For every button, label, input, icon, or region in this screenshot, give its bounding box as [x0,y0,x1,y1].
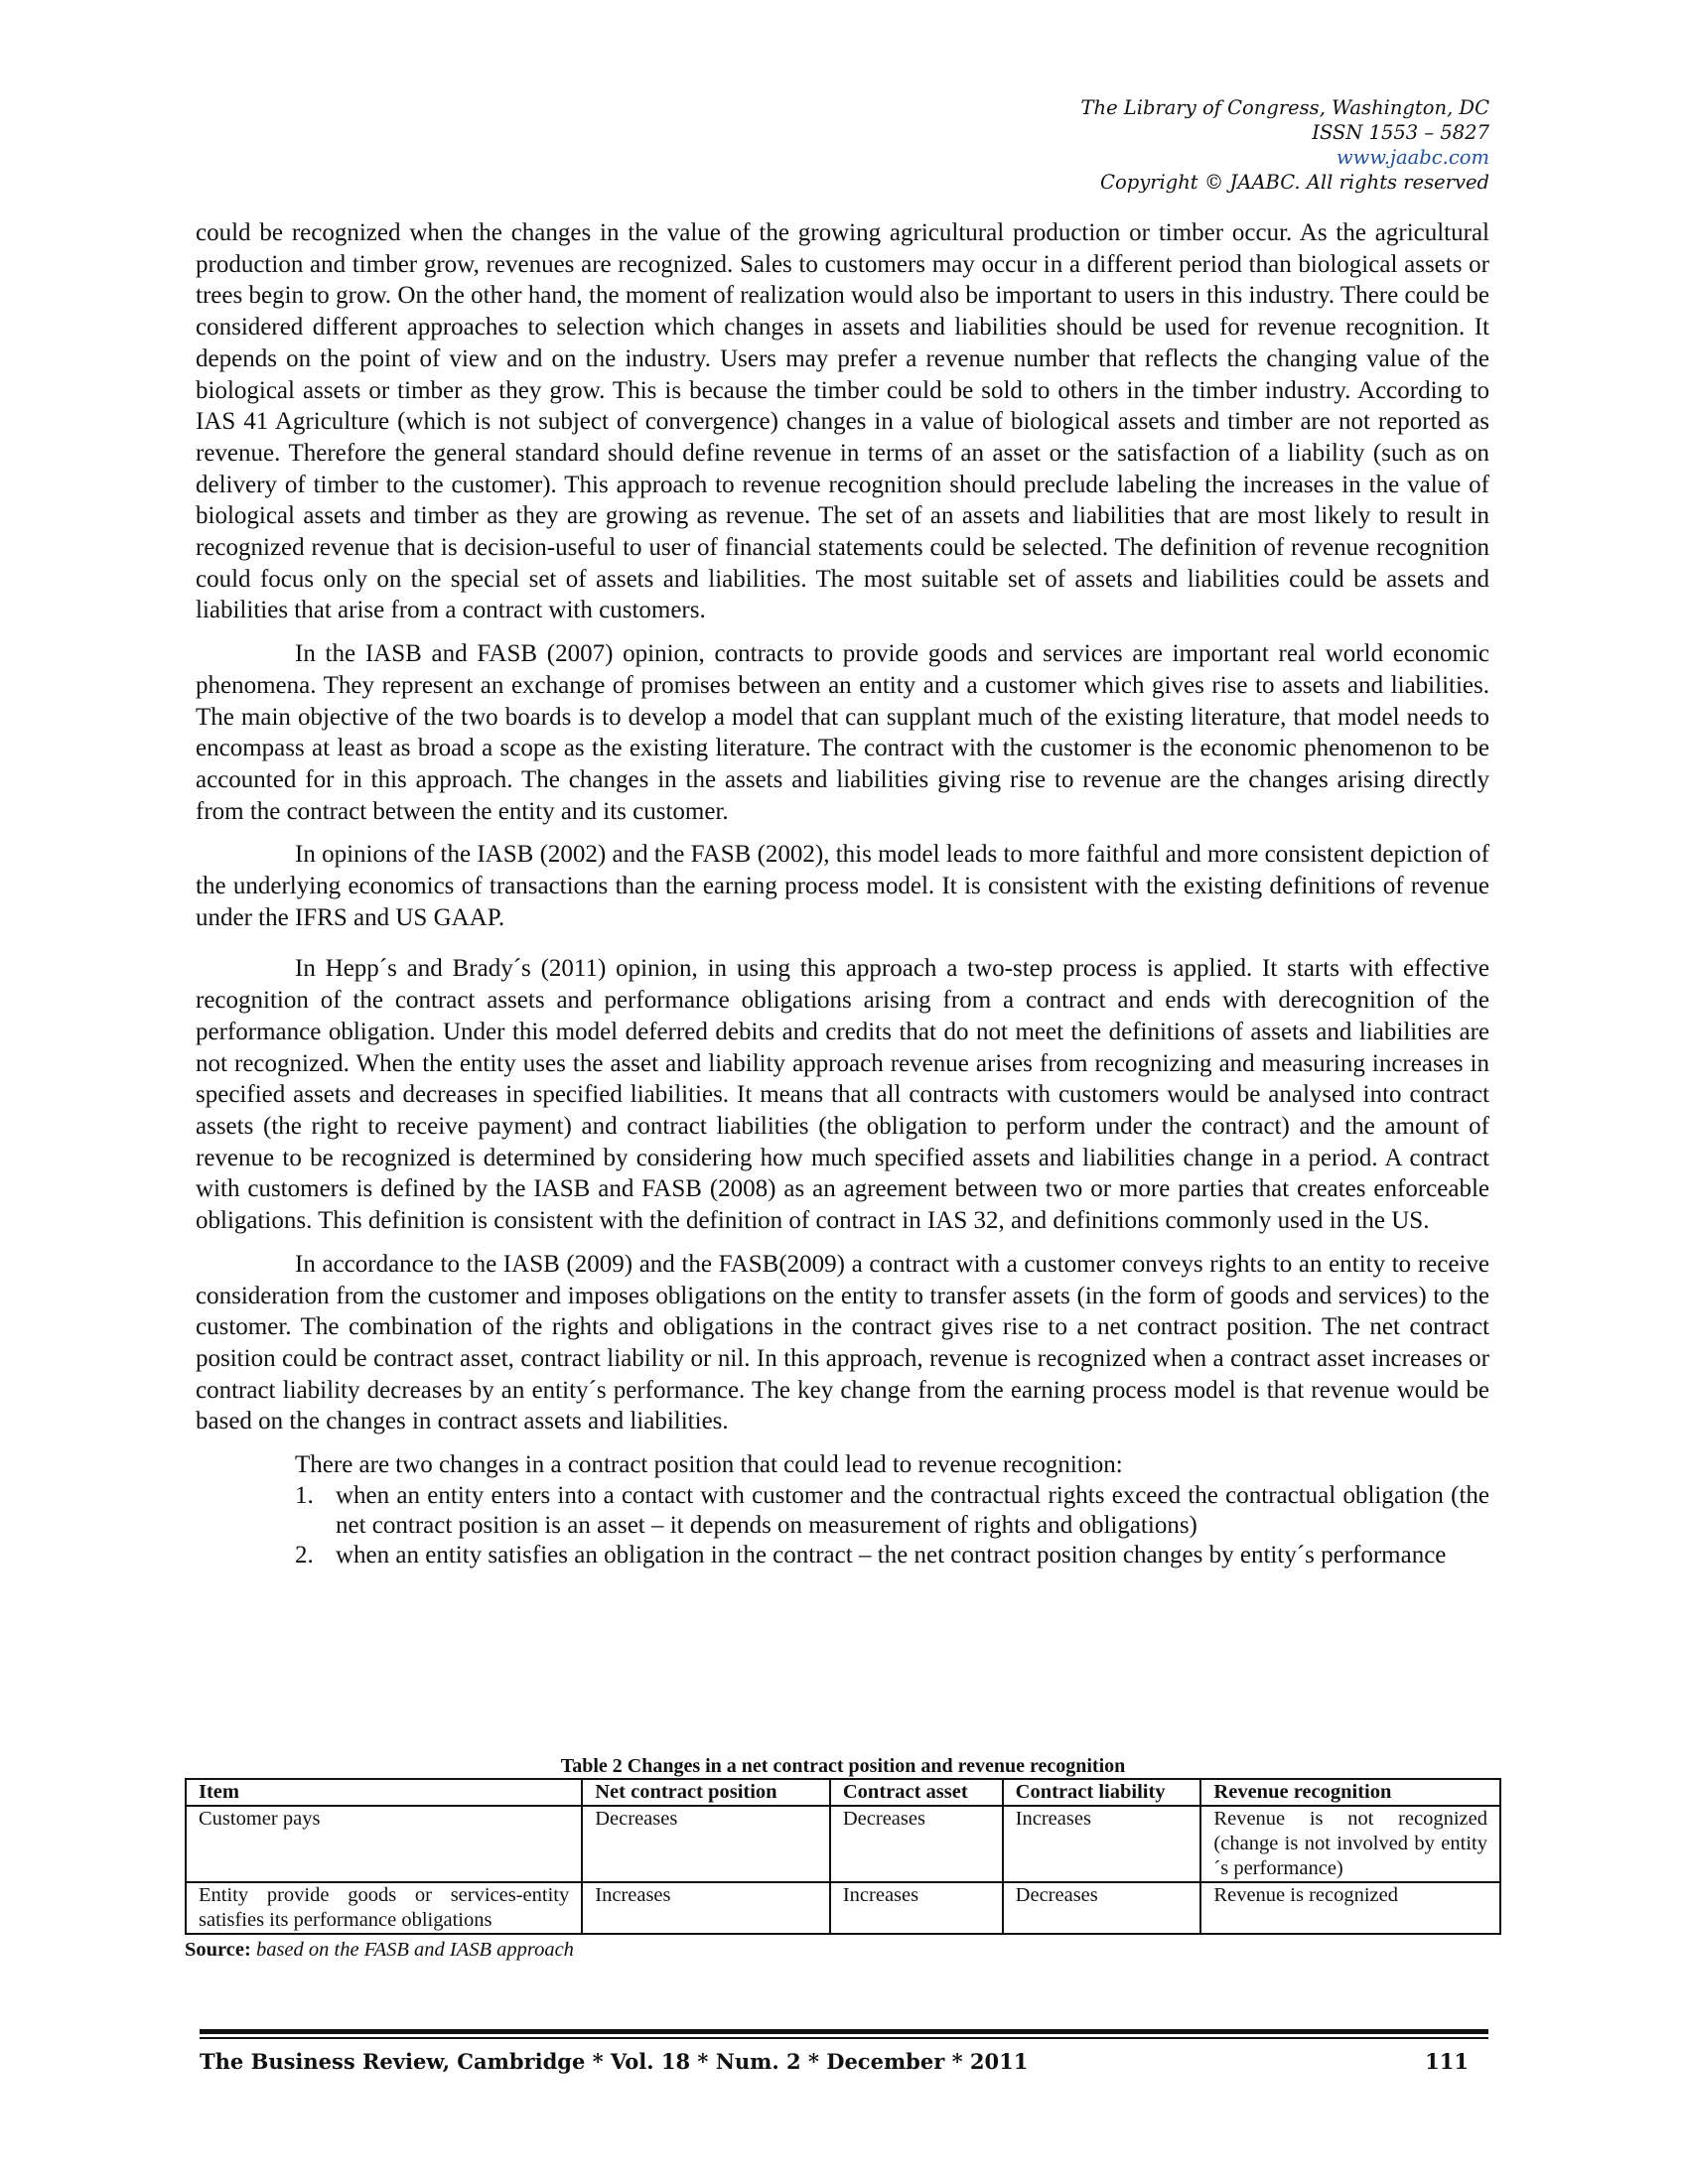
table-source-note [185,1937,1501,1963]
column-header: Contract liability [1003,1779,1201,1806]
source-label: Source: [185,1939,251,1961]
footer-journal-citation: The Business Review, Cambridge * Vol. 18 * Num. 2 * December * 2011 [200,2049,1029,2074]
header-website-link[interactable]: www.jaabc.com [1336,146,1489,169]
table-cell: Increases [830,1882,1003,1934]
data-table [185,1778,1501,1935]
body-paragraph: In accordance to the IASB (2009) and the FASB(2009) a contract with a customer conveys rights to an entity to receive consideration from the customer and imposes obligations on the entity to transfer assets (in the form of goods and services) to the customer. The combination of the rights and obligations in the contract gives rise to a net contract position. The net contract position could be contract asset, contract liability or nil. In this approach, revenue is recognized when a contract asset increases or contract liability decreases by an entity´s performance. The key change from the earning process model is that revenue would be based on the changes in contract assets and liabilities. [196,1250,1489,1435]
body-paragraph: could be recognized when the changes in the value of the growing agricultural production or timber occur. As the agricultural production and timber grow, revenues are recognized. Sales to customers may occur in a different period than biological assets or trees begin to grow. On the other hand, the moment of realization would also be important to users in this industry. There could be considered different approaches to selection which changes in assets and liabilities should be used for revenue recognition. It depends on the point of view and on the industry. Users may prefer a revenue number that reflects the changing value of the biological assets or timber as they grow. This is because the timber could be sold to others in the timber industry. According to IAS 41 Agriculture (which is not subject of convergence) changes in a value of biological assets and timber are not reported as revenue. Therefore the general standard should define revenue in terms of an asset or the satisfaction of a liability (such as on delivery of timber to the customer). This approach to revenue recognition should preclude labeling the increases in the value of biological assets and timber as they are growing as revenue. The set of an assets and liabilities that are most likely to result in recognized revenue that is decision-useful to user of financial statements could be selected. The definition of revenue recognition could focus only on the special set of assets and liabilities. The most suitable set of assets and liabilities could be assets and liabilities that arise from a contract with customers. [196,219,1489,624]
numbered-list [196,1481,1489,1570]
page-number: 111 [1425,2049,1469,2074]
body-paragraph: In the IASB and FASB (2007) opinion, contracts to provide goods and services are important real world economic phenomena. They represent an exchange of promises between an entity and a customer which gives rise to assets and liabilities. The main objective of the two boards is to develop a model that can supplant much of the existing literature, that model needs to encompass at least as broad a scope as the existing literature. The contract with the customer is the economic phenomenon to be accounted for in this approach. The changes in the assets and liabilities giving rise to revenue are the changes arising directly from the contract between the entity and its customer. [196,640,1489,825]
column-header: Revenue recognition [1200,1779,1500,1806]
list-item-text: when an entity enters into a contact with customer and the contractual rights exceed the contractual obligation (the net contract position is an asset – it depends on measurement of rights and obligations) [336,1481,1489,1539]
article-body [196,217,1489,1570]
footer-rule-thick [200,2029,1488,2034]
body-paragraph: In opinions of the IASB (2002) and the FASB (2002), this model leads to more faithful and more consistent depiction of the underlying economics of transactions than the earning process model. It is consistent with the existing definitions of revenue under the IFRS and US GAAP. [196,841,1489,931]
table-cell: Revenue is not recognized (change is not involved by entity´s performance) [1200,1806,1500,1882]
body-paragraph: In Hepp´s and Brady´s (2011) opinion, in using this approach a two-step process is applied. It starts with effective recognition of the contract assets and performance obligations arising from a contract and ends with derecognition of the performance obligation. Under this model deferred debits and credits that do not meet the definitions of assets and liabilities are not recognized. When the entity uses the asset and liability approach revenue arises from recognizing and measuring increases in specified assets and decreases in specified liabilities. It means that all contracts with customers would be analysed into contract assets (the right to receive payment) and contract liabilities (the obligation to perform under the contract) and the amount of revenue to be recognized is determined by considering how much specified assets and liabilities change in a period. A contract with customers is defined by the IASB and FASB (2008) as an agreement between two or more parties that creates enforceable obligations. This definition is consistent with the definition of contract in IAS 32, and definitions commonly used in the US. [196,955,1489,1235]
list-item-number: 1. [295,1481,314,1509]
column-header: Contract asset [830,1779,1003,1806]
table-row [186,1806,1500,1882]
footer-rule-thin [200,2037,1488,2039]
list-item [295,1541,1489,1570]
header-publisher: The Library of Congress, Washington, DC [1080,96,1489,119]
table-cell: Revenue is recognized [1200,1882,1500,1934]
table-row [186,1882,1500,1934]
header-issn: ISSN 1553 – 5827 [1312,121,1489,144]
list-item-text: when an entity satisfies an obligation in the contract – the net contract position changes by entity´s performance [336,1541,1447,1569]
running-header [1081,95,1490,195]
table-section [185,1754,1501,1963]
table-cell: Decreases [582,1806,830,1882]
source-text: based on the FASB and IASB approach [255,1939,574,1961]
table-cell: Decreases [1003,1882,1201,1934]
table-cell: Increases [1003,1806,1201,1882]
table-title: Table 2 Changes in a net contract position and revenue recognition [560,1755,1126,1777]
column-header: Net contract position [582,1779,830,1806]
header-copyright: Copyright © JAABC. All rights reserved [1100,171,1489,194]
table-cell: Customer pays [186,1806,582,1882]
table-cell: Entity provide goods or services-entity satisfies its performance obligations [186,1882,582,1934]
column-header: Item [186,1779,582,1806]
table-header-row [186,1779,1500,1806]
list-item [295,1481,1489,1541]
table-cell: Increases [582,1882,830,1934]
table-cell: Decreases [830,1806,1003,1882]
body-paragraph: There are two changes in a contract position that could lead to revenue recognition: [295,1451,1123,1479]
list-item-number: 2. [295,1541,314,1569]
